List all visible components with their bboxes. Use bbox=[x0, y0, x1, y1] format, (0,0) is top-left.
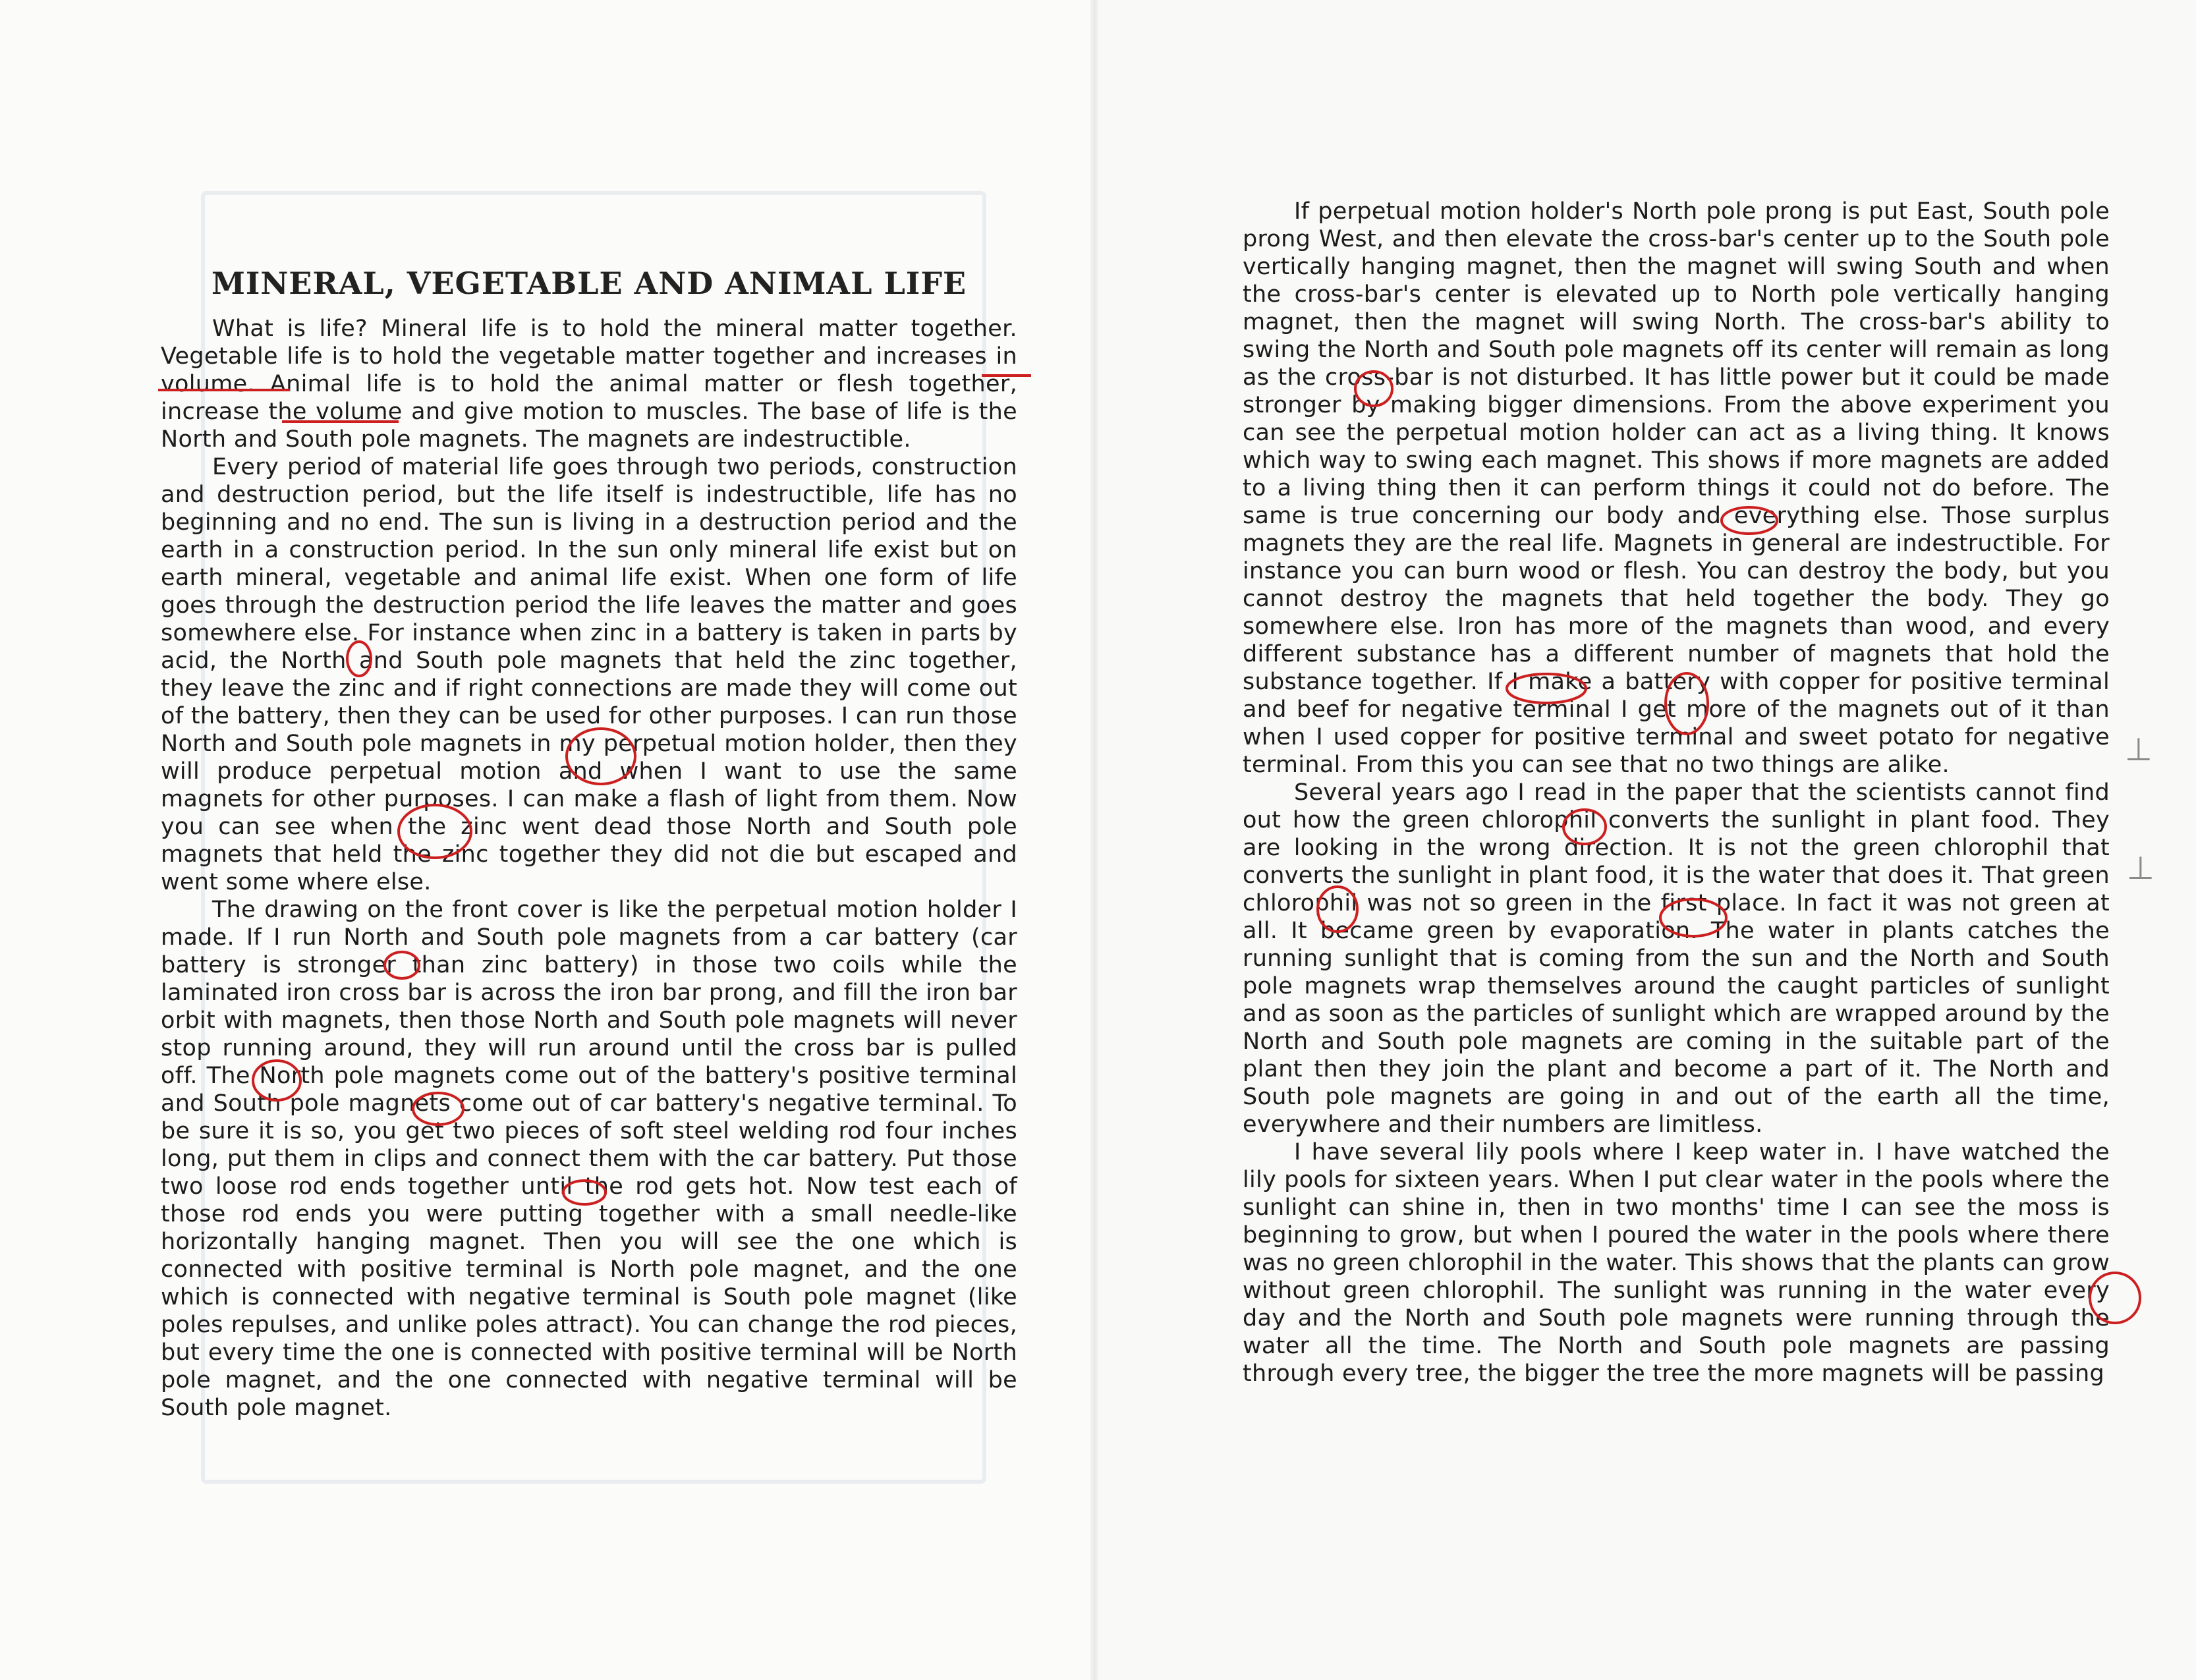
margin-correction-mark-1: ⊥ bbox=[2125, 731, 2153, 768]
left-paragraph-1: What is life? Mineral life is to hold the mineral matter together. Vegetable life is to hold the vegetable matter together and increases in volume. Animal life is to hold the animal matter or flesh together, increase the volume and give motion to muscles. The base of life is the North and South pole magnets. The magnets are indestructible. bbox=[161, 316, 1017, 453]
right-paragraph-2: Several years ago I read in the paper that the scientists cannot find out how the green chlorophil converts the sunlight in plant food. They are looking in the wrong direction. It is not the green chlorophil that converts the sunlight in plant food, it is the water that does it. That green chlorophil was not so green in the first place. In fact it was not green at all. It became green by evaporation. The water in plants catches the running sunlight that is coming from the sun and the North and South pole magnets wrap themselves around the caught particles of sunlight and as soon as the particles of sunlight which are wrapped around by the North and South pole magnets are coming in the suitable part of the plant then they join the plant and become a part of it. The North and South pole magnets are going in and out of the earth all the time, everywhere and their numbers are limitless. bbox=[1243, 779, 2110, 1138]
left-column bbox=[161, 315, 1017, 1422]
margin-correction-mark-2: ⊥ bbox=[2127, 850, 2154, 887]
right-column bbox=[1243, 198, 2110, 1387]
left-paragraph-2: Every period of material life goes through two periods, construction and destruction period, but the life itself is indestructible, life has no beginning and no end. The sun is living in a destruction period and the earth in a construction period. In the sun only mineral life exist but on earth mineral, vegetable and animal life exist. When one form of life goes through the destruction period the life leaves the matter and goes somewhere else. For instance when zinc in a battery is taken in parts by acid, the North and South pole magnets that held the zinc together, they leave the zinc and if right connections are made they will come out of the battery, then they can be used for other purposes. I can run those North and South pole magnets in my perpetual motion holder, then they will produce perpetual motion and when I want to use the same magnets for other purposes. I can make a flash of light from them. Now you can see when the zinc went dead those North and South pole magnets that held the zinc together they did not die but escaped and went some where else. bbox=[161, 454, 1017, 895]
left-paragraph-3: The drawing on the front cover is like the perpetual motion holder I made. If I run North and South pole magnets from a car battery (car battery is stronger than zinc battery) in those two coils while the laminated iron cross bar is across the iron bar prong, and fill the iron bar orbit with magnets, then those North and South pole magnets will never stop running around, they will run around until the cross bar is pulled off. The North pole magnets come out of the battery's positive terminal and South pole magnets come out of car battery's negative terminal. To be sure it is so, you get two pieces of soft steel welding rod four inches long, put them in clips and connect them with the car battery. Put those two loose rod ends together until the rod gets hot. Now test each of those rod ends you were putting together with a small needle-like horizontally hanging magnet. Then you will see the one which is connected with positive terminal is North pole magnet, and the one which is connected with negative terminal is South pole magnet (like poles repulses, and unlike poles attract). You can change the rod pieces, but every time the one is connected with positive terminal will be North pole magnet, and the one connected with negative terminal will be South pole magnet. bbox=[161, 897, 1017, 1421]
article-title: MINERAL, VEGETABLE AND ANIMAL LIFE bbox=[211, 265, 967, 301]
right-paragraph-3: I have several lily pools where I keep water in. I have watched the lily pools for sixteen years. When I put clear water in the pools where the sunlight can shine in, then in two months' time I can see the moss is beginning to grow, but when I poured the water in the pools where there was no green chlorophil in the water. This shows that the plants can grow without green chlorophil. The sunlight was running in the water every day and the North and South pole magnets were running through the water all the time. The North and South pole magnets are passing through every tree, the bigger the tree the more magnets will be passing bbox=[1243, 1139, 2110, 1387]
page-fold bbox=[1090, 0, 1098, 1680]
right-paragraph-1: If perpetual motion holder's North pole prong is put East, South pole prong West, and then elevate the cross-bar's center up to the South pole vertically hanging magnet, then the magnet will swing South and when the cross-bar's center is elevated up to North pole vertically hanging magnet, then the magnet will swing North. The cross-bar's ability to swing the North and South pole magnets off its center will remain as long as the cross-bar is not disturbed. It has little power but it could be made stronger by making bigger dimensions. From the above experiment you can see the perpetual motion holder can act as a living thing. It knows which way to swing each magnet. This shows if more magnets are added to a living thing then it can perform things it could not do before. The same is true concerning our body and everything else. Those surplus magnets they are the real life. Magnets in general are indestructible. For instance you can burn wood or flesh. You can destroy the body, but you cannot destroy the magnets that held together the body. They go somewhere else. Iron has more of the magnets than wood, and every different substance has a different number of magnets that hold the substance together. If I make a battery with copper for positive terminal and beef for negative terminal I get more of the magnets out of it than when I used copper for positive terminal and sweet potato for negative terminal. From this you can see that no two things are alike. bbox=[1243, 198, 2110, 778]
